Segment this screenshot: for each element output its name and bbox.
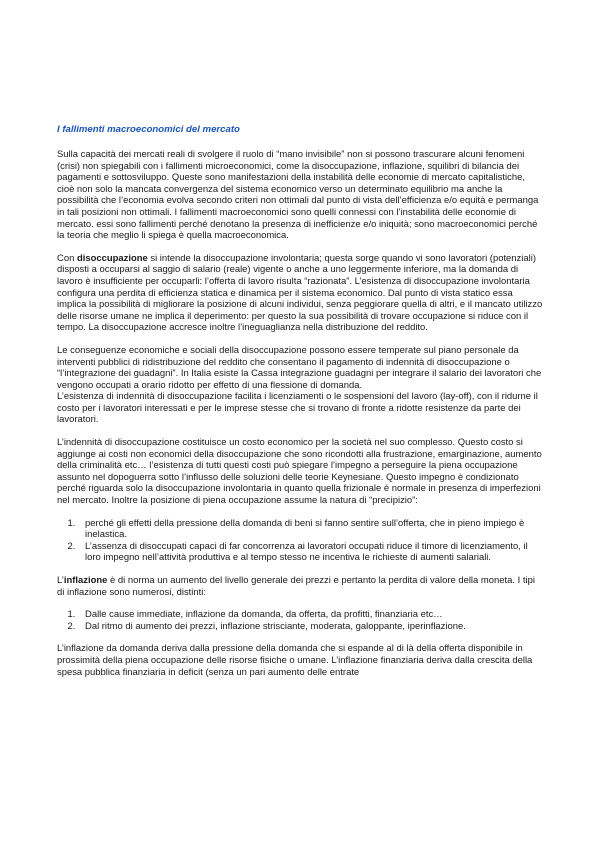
term-disoccupazione: disoccupazione (76, 252, 148, 264)
list-tipi-inflazione (57, 609, 543, 632)
section-title: I fallimenti macroeconomici del mercato (57, 124, 240, 135)
paragraph-inflazione-text: è di norma un aumento del livello generale dei prezzi e pertanto la perdita di valore della moneta. I tipi di inflazione sono numerosi, distinti: (57, 575, 535, 598)
paragraph-costo-economico: L’indennità di disoccupazione costituisce un costo economico per la società nel suo complesso. Questo costo si aggiunge ai costi non economici della disoccupazione che sono ricondotti alla frustrazione, emarginazione, aumento della criminalità etc… l’esistenza di tutti questi costi può spiegare l’impegno a perseguire la piena occupazione assunto nel dopoguerra sotto l’influsso delle soluzioni delle teorie Keynesiane. Questo impegno è condizionato perché riguarda solo la disoccupazione involontaria in quanto quella frizionale è normale in presenza di imperfezioni nel mercato. Inoltre la posizione di piena occupazione assume la natura di “precipizio”: (57, 437, 542, 507)
paragraph-disoccupazione-text: si intende la disoccupazione involontaria; questa sorge quando vi sono lavoratori (potenziali) disposti a occuparsi al saggio di salario (reale) vigente o anche a uno leggermente inferiore, ma la domanda di lavoro è insufficiente per occuparli: l’offerta di lavoro risulta “razionata”. L’esistenza di disoccupazione involontaria configura una perdita di efficienza statica e dinamica per il sistema economico. Dal punto di vista statico essa implica la possibilità di migliorare la posizione di alcuni individui, senza peggiorare quella di altri, e il mancato utilizzo delle risorse umane ne implica il deperimento: per questo la sua possibilità di trovare occupazione si riduce con il tempo. La disoccupazione accresce inoltre l’ineguaglianza nella distribuzione del reddito. (57, 252, 543, 334)
document-body (57, 124, 543, 689)
paragraph-inflazione (57, 575, 543, 598)
list-item: 2. Dal ritmo di aumento dei prezzi, inflazione strisciante, moderata, galoppante, iperinflazione. (78, 621, 543, 633)
list-item: 2. L’assenza di disoccupati capaci di far concorrenza ai lavoratori occupati riduce il timore di licenziamento, il loro impegno nell’attività produttiva e al tempo stesso ne incentiva le richieste di aumenti salariali. (78, 541, 543, 564)
list-precipizio (57, 518, 543, 564)
paragraph-intro: Sulla capacità dei mercati reali di svolgere il ruolo di “mano invisibile” non si possono trascurare alcuni fenomeni (crisi) non spiegabili con i fallimenti microeconomici, come la disoccupazione, inflazione, squilibri di bilancia dei pagamenti e sottosviluppo. Queste sono manifestazioni della instabilità delle economie di mercato capitalistiche, cioè non solo la mancata convergenza del sistema economico verso un determinato equilibrio ma anche la possibilità che l’economia evolva secondo criteri non ottimali dal punto di vista dell’efficienza e/o equità e permanga in tali posizioni non ottimali. I fallimenti macroeconomici sono quelli connessi con l’instabilità delle economie di mercato. essi sono fallimenti perché denotano la presenza di inefficienze e/o iniquità; sono macroeconomici perché la teoria che meglio li spiega è quella macroeconomica. (57, 149, 539, 242)
paragraph-conseguenze: Le conseguenze economiche e sociali della disoccupazione possono essere temperate sul piano personale da interventi pubblici di ridistribuzione del reddito che consentano il pagamento di indennità di disoccupazione o “l’integrazione dei guadagni”. In Italia esiste la Cassa integrazione guadagni per integrare il salario dei lavoratori che vengono occupati a orario ridotto per effetto di una flessione di domanda. (57, 344, 542, 391)
term-inflazione: inflazione (63, 575, 108, 586)
paragraph-disoccupazione-lead: Con (57, 252, 77, 264)
paragraph-disoccupazione (57, 253, 543, 334)
paragraph-inflazione-domanda: L’inflazione da domanda deriva dalla pressione della domanda che si espande al di là della offerta disponibile in prossimità della piena occupazione delle risorse fisiche o umane. L’inflazione finanziaria deriva dalla crescita della spesa pubblica finanziaria in deficit (senza un pari aumento delle entrate (57, 643, 533, 678)
paragraph-indennita: L’esistenza di indennità di disoccupazione facilita i licenziamenti o le sospensioni del lavoro (lay-off), con il ridurne il costo per i lavoratori interessati e per le imprese stesse che si trovano di fronte a ridotte resistenze da parte dei lavoratori. (57, 391, 538, 426)
paragraph-inflazione-lead: L’ (57, 575, 64, 586)
list-item: 1. Dalle cause immediate, inflazione da domanda, da offerta, da profitti, finanziaria etc… (78, 609, 543, 621)
list-item: 1. perché gli effetti della pressione della domanda di beni si fanno sentire sull’offerta, che in pieno impiego è inelastica. (78, 518, 543, 541)
